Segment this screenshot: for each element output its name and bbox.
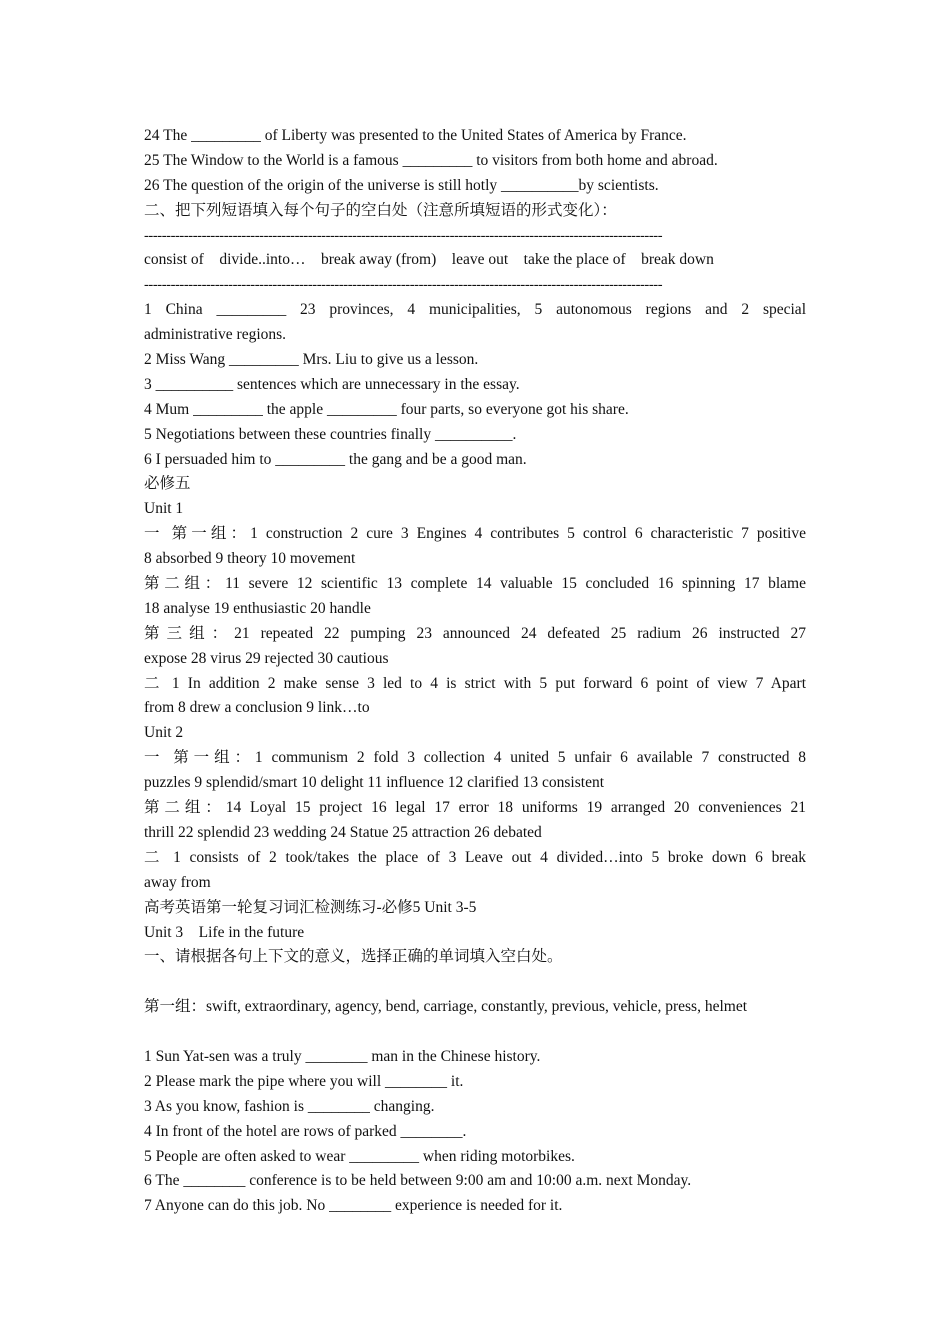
section-heading: 一、请根据各句上下文的意义，选择正确的单词填入空白处。 [144,948,563,966]
answer-line: 二 1 consists of 2 took/takes the place of 3 Leave out 4 divided…into 5 broke down 6 break [144,848,806,866]
answer-line: 一 第一组：1 construction 2 cure 3 Engines 4 contributes 5 control 6 characteristic 7 positive [144,525,806,543]
text-line: 4 Mum _________ the apple _________ four parts, so everyone got his share. [144,400,629,418]
divider-line: --------------------------------------------------------------------------------------------------------------------- [144,227,663,244]
word-bank: 第一组：swift, extraordinary, agency, bend, carriage, constantly, previous, vehicle, press, helmet [144,998,748,1016]
document-subtitle: 高考英语第一轮复习词汇检测练习-必修5 Unit 3-5 [144,898,477,916]
answer-line: puzzles 9 splendid/smart 10 delight 11 influence 12 clarified 13 consistent [144,774,605,792]
text-line: administrative regions. [144,326,287,344]
text-line: 2 Miss Wang _________ Mrs. Liu to give us a lesson. [144,351,479,369]
unit-heading: Unit 3 Life in the future [144,923,305,941]
text-line: 5 Negotiations between these countries finally __________. [144,425,517,443]
unit-heading: Unit 2 [144,724,184,742]
answer-line: thrill 22 splendid 23 wedding 24 Statue 25 attraction 26 debated [144,823,542,841]
section-heading: 必修五 [144,475,191,493]
blank-line [144,970,806,995]
answer-line: expose 28 virus 29 rejected 30 cautious [144,649,389,667]
exercise-item: 4 In front of the hotel are rows of parked ________. [144,1122,467,1140]
exercise-item: 6 The ________ conference is to be held between 9:00 am and 10:00 a.m. next Monday. [144,1172,692,1190]
document-page [144,124,806,1219]
answer-line: 第二组：14 Loyal 15 project 16 legal 17 error 18 uniforms 19 arranged 20 conveniences 21 [144,799,806,817]
answer-line: 二 1 In addition 2 make sense 3 led to 4 is strict with 5 put forward 6 point of view 7 Apart [144,674,806,692]
text-line: 25 The Window to the World is a famous _________ to visitors from both home and abroad. [144,151,718,169]
phrase-bank: consist of divide..into… break away (from) leave out take the place of break down [144,251,714,269]
text-line: 6 I persuaded him to _________ the gang and be a good man. [144,450,527,468]
unit-heading: Unit 1 [144,500,184,518]
answer-line: away from [144,873,211,891]
text-line: 1 China _________ 23 provinces, 4 municipalities, 5 autonomous regions and 2 special [144,301,806,319]
exercise-item: 2 Please mark the pipe where you will ________ it. [144,1072,464,1090]
answer-line: 18 analyse 19 enthusiastic 20 handle [144,599,371,617]
exercise-item: 1 Sun Yat-sen was a truly ________ man in the Chinese history. [144,1047,541,1065]
text-line: 26 The question of the origin of the universe is still hotly __________by scientists. [144,176,659,194]
answer-line: 8 absorbed 9 theory 10 movement [144,550,356,568]
text-line: 24 The _________ of Liberty was presented to the United States of America by France. [144,127,687,144]
divider-line: --------------------------------------------------------------------------------------------------------------------- [144,277,663,294]
text-line: 3 __________ sentences which are unnecessary in the essay. [144,375,520,393]
section-heading: 二、把下列短语填入每个句子的空白处（注意所填短语的形式变化）： [144,201,617,219]
answer-line: 第三组：21 repeated 22 pumping 23 announced 24 defeated 25 radium 26 instructed 27 [144,624,806,642]
exercise-item: 3 As you know, fashion is ________ changing. [144,1097,435,1115]
exercise-item: 7 Anyone can do this job. No ________ experience is needed for it. [144,1197,563,1215]
exercise-item: 5 People are often asked to wear _________ when riding motorbikes. [144,1147,575,1165]
answer-line: 一 第一组：1 communism 2 fold 3 collection 4 united 5 unfair 6 available 7 constructed 8 [144,749,806,767]
blank-line [144,1020,806,1045]
answer-line: 第二组：11 severe 12 scientific 13 complete 14 valuable 15 concluded 16 spinning 17 blame [144,575,806,593]
answer-line: from 8 drew a conclusion 9 link…to [144,699,370,717]
